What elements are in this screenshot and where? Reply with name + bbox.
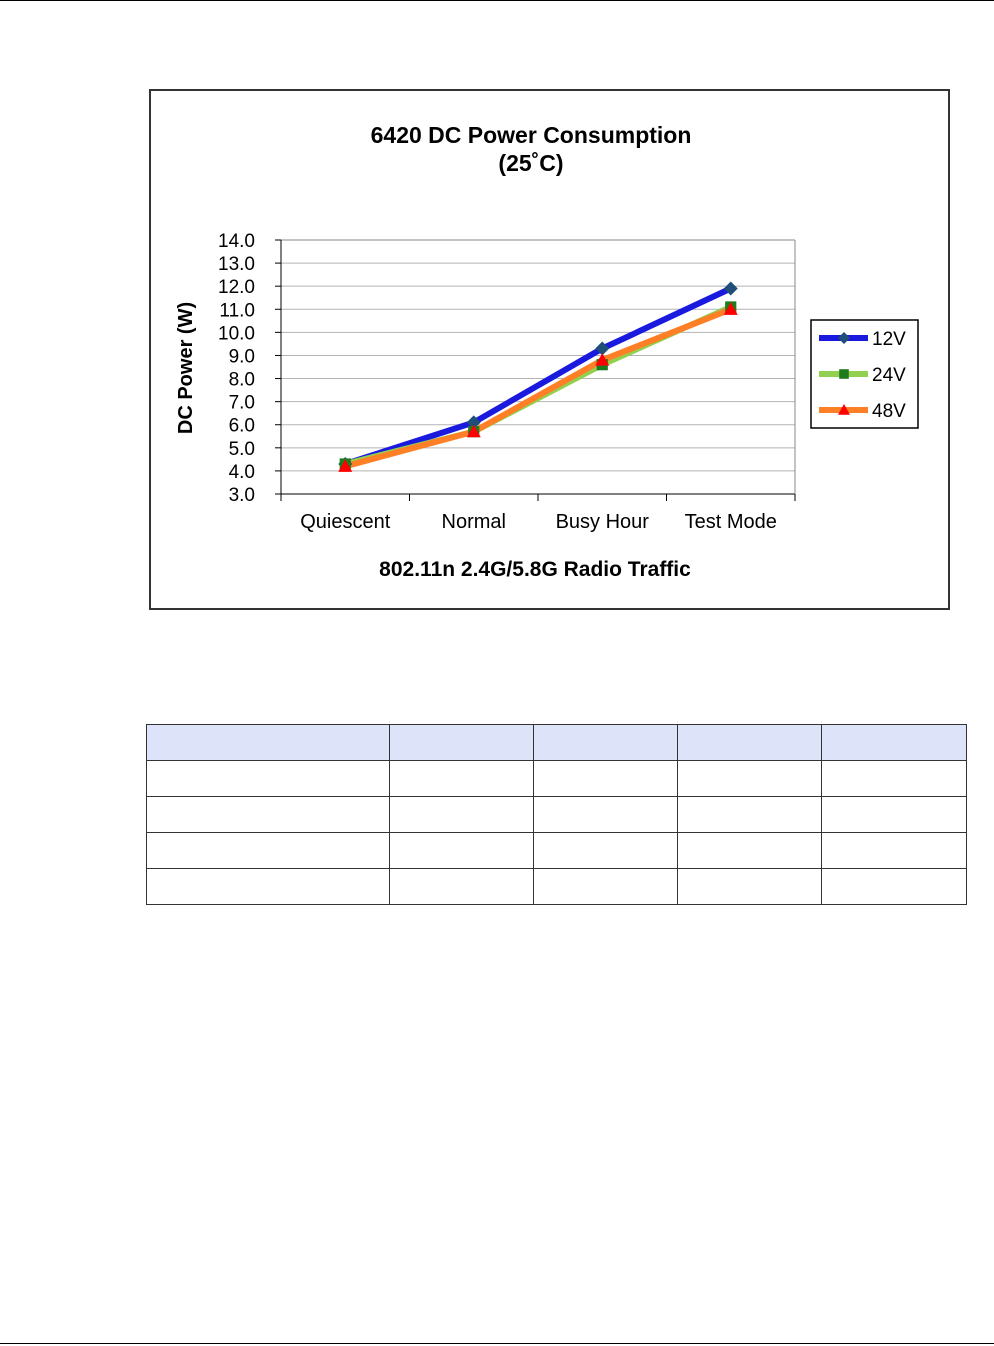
table-cell [147,797,390,833]
y-tick-label: 9.0 [228,346,255,368]
table-cell [390,833,534,869]
table-header-cell [390,725,534,761]
y-tick-label: 4.0 [228,461,255,483]
table-cell [678,797,822,833]
table-cell [390,797,534,833]
y-tick-label: 12.0 [218,277,255,299]
data-table [146,724,967,905]
table-cell [534,833,678,869]
x-tick-label: Test Mode [684,511,777,533]
table-cell [534,797,678,833]
y-axis-label: DC Power (W) [175,301,197,435]
legend-label: 12V [872,329,906,350]
table-cell [147,761,390,797]
series-line-12V [345,288,731,463]
x-tick-label: Quiescent [300,511,391,533]
table-cell [390,869,534,905]
table-cell [678,869,822,905]
line-chart [151,91,948,608]
legend-label: 48V [872,401,906,422]
data-point-marker [839,369,849,379]
table-header-cell [678,725,822,761]
table-cell [678,833,822,869]
table-cell [822,833,967,869]
table-row [147,833,967,869]
legend-label: 24V [872,365,906,386]
table-cell [534,761,678,797]
table-cell [822,869,967,905]
x-axis-label: 802.11n 2.4G/5.8G Radio Traffic [379,558,691,581]
y-tick-label: 8.0 [228,369,255,391]
table-header-cell [534,725,678,761]
x-tick-label: Busy Hour [555,511,649,533]
y-tick-label: 3.0 [228,485,255,506]
x-tick-label: Normal [441,511,506,533]
table-cell [678,761,822,797]
plot-area [218,231,795,533]
y-tick-label: 13.0 [218,254,255,276]
y-tick-label: 7.0 [228,392,255,414]
chart-frame [149,89,950,610]
table-row [147,761,967,797]
table-row [147,869,967,905]
y-tick-label: 11.0 [219,300,255,322]
table-cell [822,761,967,797]
table-cell [147,869,390,905]
y-tick-label: 6.0 [228,415,255,437]
y-tick-label: 10.0 [218,323,255,345]
chart-subtitle: (25˚C) [498,150,564,176]
y-tick-label: 5.0 [228,438,255,460]
table-cell [534,869,678,905]
table-header-row [147,725,967,761]
table-row [147,797,967,833]
table-cell [822,797,967,833]
page-top-rule [0,0,994,1]
legend [811,320,918,428]
page-bottom-rule [0,1343,994,1344]
table-cell [390,761,534,797]
chart-title: 6420 DC Power Consumption [370,122,692,148]
y-tick-label: 14.0 [218,231,255,252]
table-header-cell [147,725,390,761]
table-header-cell [822,725,967,761]
table-cell [147,833,390,869]
